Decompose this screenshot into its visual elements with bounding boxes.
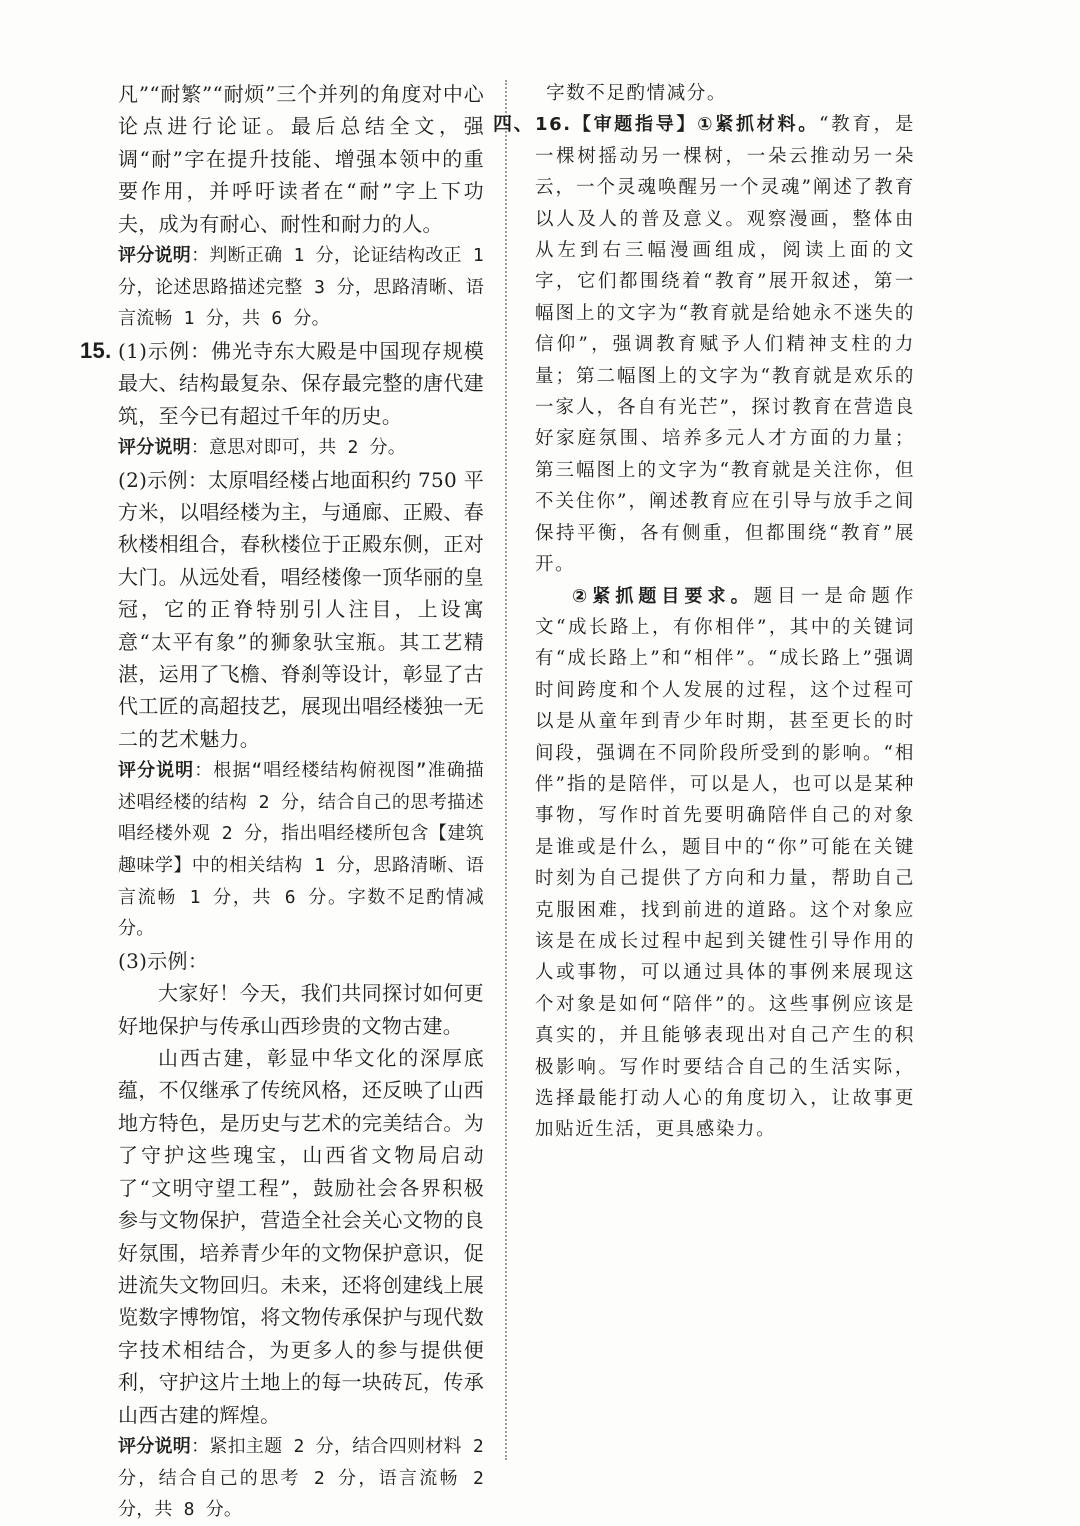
q16-point2-text: 题目一是命题作文“成长路上，有你相伴”，其中的关键词有“成长路上”和“相伴”。“成长路上”强调时间跨度和个人发展的过程，这个过程可以是从童年到青少年时期，甚至更长的时间段，强调在不同阶段所受到的影响。“相伴”指的是陪伴，可以是人，也可以是某种事物，写作时首先要明确陪伴自己的对象是谁或是什么，题目中的“你”可能在关键时刻为自己提供了方向和力量，帮助自己克服困难，找到前进的道路。这个对象应该是在成长过程中起到关键性引导作用的人或事物，可以通过具体的事例来展现这个对象是如何“陪伴”的。这些事例应该是真实的，并且能够表现出对自己产生的积极影响。写作时要结合自己的生活实际，选择最能打动人心的角度切入，让故事更加贴近生活，更具感染力。 bbox=[535, 585, 916, 1141]
q16-point1-text: “教育，是一棵树摇动另一棵树，一朵云推动另一朵云，一个灵魂唤醒另一个灵魂”阐述了教育以人及人的普及意义。观察漫画，整体由从左到右三幅漫画组成，阅读上面的文字，它们都围绕着“教育”展开叙述，第一幅图上的文字为“教育就是给她永不迷失的信仰”，强调教育赋予人们精神支柱的力量；第二幅图上的文字为“教育就是欢乐的一家人，各自有光芒”，探讨教育在营造良好家庭氛围、培养多元人才方面的力量；第三幅图上的文字为“教育就是关注你，但不关住你”，阐述教育应在引导与放手之间保持平衡，各有侧重，但都围绕“教育”展开。 bbox=[535, 114, 915, 576]
section-four-label: 四、 bbox=[493, 113, 535, 136]
q15-part2: (2)示例：太原唱经楼占地面积约 750 平方米，以唱经楼为主，与通廊、正殿、春秋楼相组合，春秋楼位于正殿东侧，正对大门。从远处看，唱经楼像一顶华丽的皇冠，它的正脊特别引人注目，上设寓意“太平有象”的狮象驮宝瓶。其工艺精湛，运用了飞檐、脊刹等设计，彰显了古代工匠的高超技艺，展现出唱经楼独一无二的艺术魅力。 bbox=[118, 467, 484, 751]
scoring-note-q14 bbox=[118, 240, 484, 335]
q15-part1-text: (1)示例：佛光寺东大殿是中国现存规模最大、结构最复杂、保存最完整的唐代建筑，至今已有超过千年的历史。 bbox=[118, 338, 484, 428]
q16-point1 bbox=[493, 109, 915, 580]
scoring-text: ：紧扣主题 2 分，结合四则材料 2 分，结合自己的思考 2 分，语言流畅 2 分，共 8 分。 bbox=[118, 1435, 484, 1521]
question-number-15: 15. bbox=[80, 337, 112, 363]
q15-part3-label: (3)示例： bbox=[118, 948, 209, 973]
scoring-label: 评分说明 bbox=[118, 437, 191, 459]
scoring-note-q15-3 bbox=[118, 1431, 484, 1526]
q15-part1 bbox=[80, 335, 484, 432]
right-column bbox=[493, 78, 916, 1146]
scoring-label: 评分说明 bbox=[118, 245, 192, 267]
scoring-label: 评分说明 bbox=[118, 1435, 192, 1457]
scoring-label: 评分说明 bbox=[118, 760, 195, 782]
left-column bbox=[80, 78, 484, 1526]
q16-point2 bbox=[535, 581, 915, 1146]
question-number-16: 16. bbox=[535, 114, 572, 136]
scoring-text: ：根据“唱经楼结构俯视图”准确描述唱经楼的结构 2 分，结合自己的思考描述唱经楼外观 2 分，指出唱经楼所包含【建筑趣味学】中的相关结构 1 分，思路清晰、语言流畅 1 分，共 6 分。字数不足酌情减分。 bbox=[118, 760, 484, 940]
q15-part3-paragraph-2: 山西古建，彰显中华文化的深厚底蕴，不仅继承了传统风格，还反映了山西地方特色，是历史与艺术的完美结合。为了守护这些瑰宝，山西省文物局启动了“文明守望工程”，鼓励社会各界积极参与文物保护，营造全社会关心文物的良好氛围，培养青少年的文物保护意识，促进流失文物回归。未来，还将创建线上展览数字博物馆，将文物传承保护与现代数字技术相结合，为更多人的参与提供便利，守护这片土地上的每一块砖瓦，传承山西古建的辉煌。 bbox=[118, 1046, 484, 1427]
scoring-text: ：判断正确 1 分，论证结构改正 1 分，论述思路描述完整 3 分，思路清晰、语言流畅 1 分，共 6 分。 bbox=[118, 245, 484, 330]
q15-part3-paragraph-1: 大家好！今天，我们共同探讨如何更好地保护与传承山西珍贵的文物古建。 bbox=[118, 981, 484, 1038]
q16-point1-label: ①紧抓材料。 bbox=[697, 114, 819, 136]
q16-guidance-tag: 【审题指导】 bbox=[571, 114, 698, 136]
scoring-note-q15-1 bbox=[118, 432, 484, 464]
q15-3-continued: 字数不足酌情减分。 bbox=[546, 83, 727, 104]
column-divider bbox=[505, 80, 507, 1460]
scoring-note-q15-2 bbox=[118, 755, 484, 945]
q16-point2-label: ②紧抓题目要求。 bbox=[572, 585, 754, 607]
scoring-text: ：意思对即可，共 2 分。 bbox=[190, 437, 406, 459]
q14-continued-paragraph: 凡”“耐繁”“耐烦”三个并列的角度对中心论点进行论证。最后总结全文，强调“耐”字在提升技能、增强本领中的重要作用，并呼吁读者在“耐”字上下功夫，成为有耐心、耐性和耐力的人。 bbox=[118, 82, 484, 236]
